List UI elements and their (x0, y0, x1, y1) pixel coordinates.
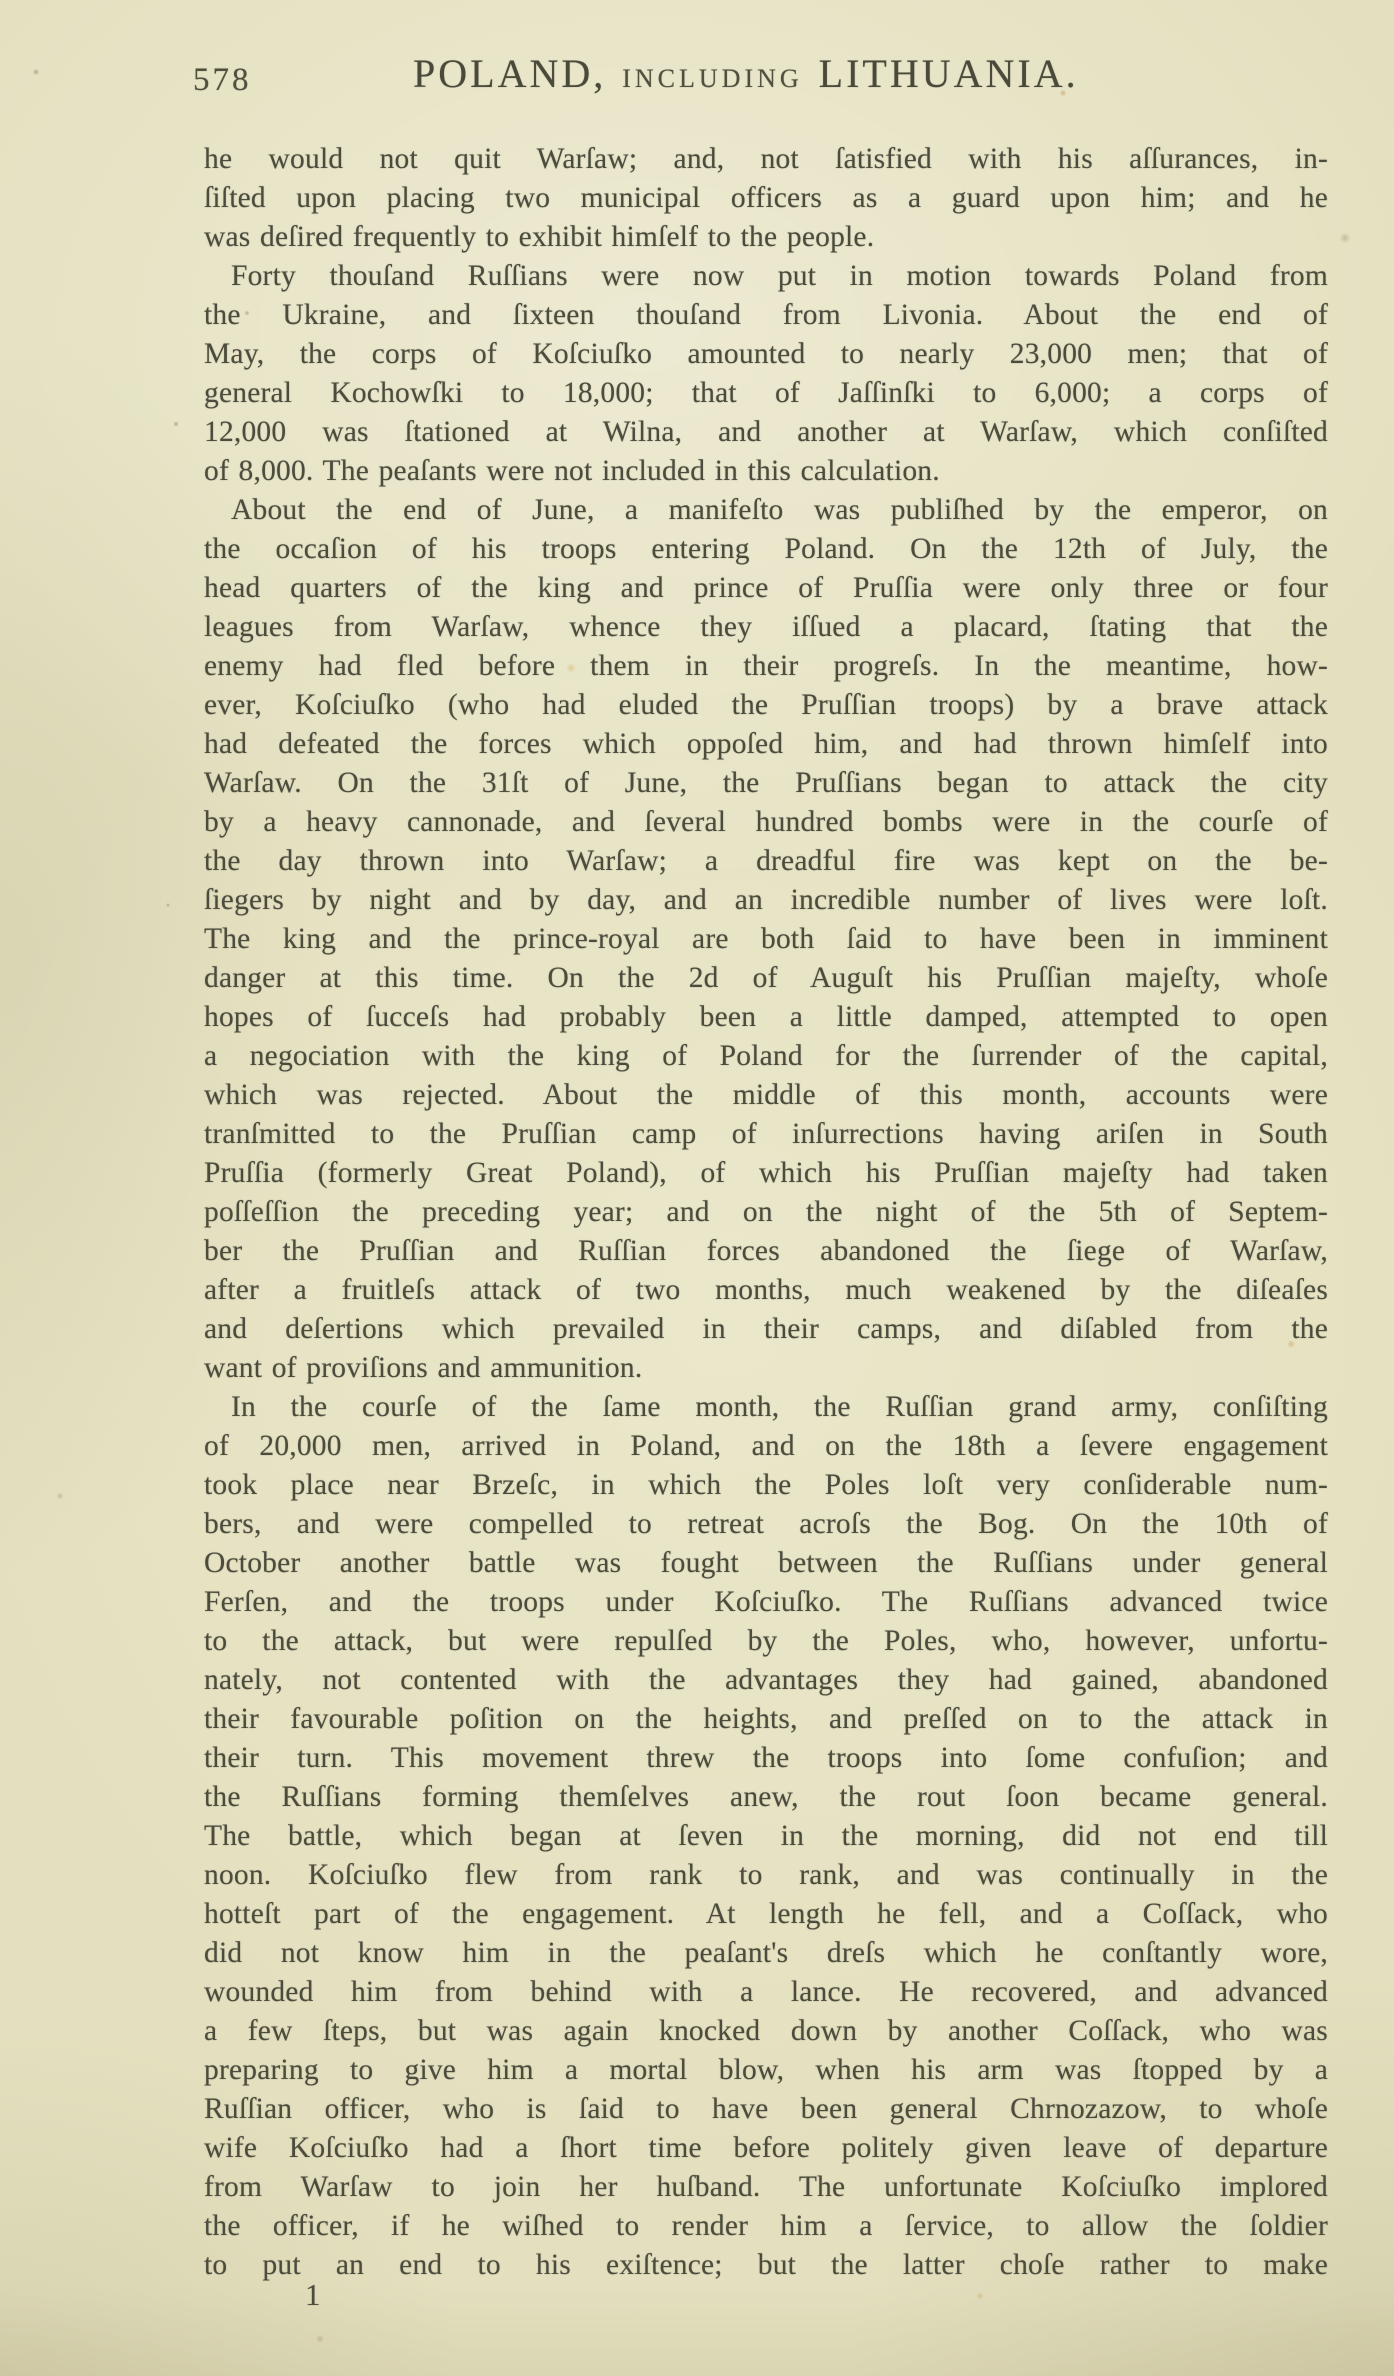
text-line: 12,000 was ſtationed at Wilna, and another at Warſaw, which conſiſted (204, 416, 1328, 448)
text-line: a negociation with the king of Poland for the ſurrender of the capital, (204, 1040, 1328, 1072)
signature-mark: 1 (305, 2277, 321, 2312)
text-line: Pruſſia (formerly Great Poland), of which his Pruſſian majeſty had taken (204, 1157, 1328, 1189)
text-line: May, the corps of Koſciuſko amounted to nearly 23,000 men; that of (204, 338, 1328, 370)
running-title-poland: POLAND, (413, 51, 607, 96)
text-line: was deſired frequently to exhibit himſelf to the people. (204, 221, 875, 253)
text-line: which was rejected. About the middle of this month, accounts were (204, 1079, 1328, 1111)
text-line: the Ruſſians forming themſelves anew, the rout ſoon became general. (204, 1781, 1328, 1813)
text-line: the officer, if he wiſhed to render him a ſervice, to allow the ſoldier (204, 2210, 1328, 2242)
text-line: October another battle was fought between the Ruſſians under general (204, 1547, 1328, 1579)
text-line: he would not quit Warſaw; and, not ſatisfied with his aſſurances, in- (204, 143, 1328, 175)
paragraph (204, 491, 1328, 1388)
text-line: wife Koſciuſko had a ſhort time before politely given leave of departure (204, 2132, 1328, 2164)
text-line: ſiegers by night and by day, and an incredible number of lives were loſt. (204, 884, 1328, 916)
page-number: 578 (193, 62, 252, 98)
text-line: Ferſen, and the troops under Koſciuſko. The Ruſſians advanced twice (204, 1586, 1328, 1618)
text-line: The king and the prince-royal are both ſaid to have been in imminent (204, 923, 1328, 955)
text-line: did not know him in the peaſant's dreſs which he conſtantly wore, (204, 1937, 1328, 1969)
text-line: of 8,000. The peaſants were not included in this calculation. (204, 455, 940, 487)
running-head (0, 0, 1394, 120)
text-line: the day thrown into Warſaw; a dreadful fire was kept on the be- (204, 845, 1328, 877)
text-line: Warſaw. On the 31ſt of June, the Pruſſians began to attack the city (204, 767, 1328, 799)
text-line: danger at this time. On the 2d of Auguſt his Pruſſian majeſty, whoſe (204, 962, 1328, 994)
text-line: ever, Koſciuſko (who had eluded the Pruſſian troops) by a brave attack (204, 689, 1328, 721)
text-line: the occaſion of his troops entering Poland. On the 12th of July, the (204, 533, 1328, 565)
page-text (204, 140, 1328, 2285)
text-line: poſſeſſion the preceding year; and on the night of the 5th of Septem- (204, 1196, 1328, 1228)
paragraph (204, 140, 1328, 257)
text-line: hopes of ſucceſs had probably been a little damped, attempted to open (204, 1001, 1328, 1033)
text-line: bers, and were compelled to retreat acroſs the Bog. On the 10th of (204, 1508, 1328, 1540)
text-line: their favourable poſition on the heights, and preſſed on to the attack in (204, 1703, 1328, 1735)
paragraph (204, 1388, 1328, 2285)
text-line: The battle, which began at ſeven in the morning, did not end till (204, 1820, 1328, 1852)
paragraph (204, 257, 1328, 491)
text-line: by a heavy cannonade, and ſeveral hundred bombs were in the courſe of (204, 806, 1328, 838)
text-line: ſiſted upon placing two municipal officers as a guard upon him; and he (204, 182, 1328, 214)
text-line: tranſmitted to the Pruſſian camp of inſurrections having ariſen in South (204, 1118, 1328, 1150)
text-line: hotteſt part of the engagement. At length he fell, and a Coſſack, who (204, 1898, 1328, 1930)
text-line: About the end of June, a manifeſto was publiſhed by the emperor, on (231, 494, 1328, 526)
text-line: In the courſe of the ſame month, the Ruſſian grand army, conſiſting (231, 1391, 1328, 1423)
running-title (413, 50, 1079, 97)
text-line: and deſertions which prevailed in their camps, and diſabled from the (204, 1313, 1328, 1345)
text-line: Forty thouſand Ruſſians were now put in motion towards Poland from (231, 260, 1328, 292)
text-line: Ruſſian officer, who is ſaid to have been general Chrnozazow, to whoſe (204, 2093, 1328, 2125)
text-line: took place near Brzeſc, in which the Poles loſt very conſiderable num- (204, 1469, 1328, 1501)
text-line: want of proviſions and ammunition. (204, 1352, 643, 1384)
text-line: nately, not contented with the advantages they had gained, abandoned (204, 1664, 1328, 1696)
text-line: leagues from Warſaw, whence they iſſued a placard, ſtating that the (204, 611, 1328, 643)
text-line: the Ukraine, and ſixteen thouſand from Livonia. About the end of (204, 299, 1328, 331)
running-title-including: INCLUDING (622, 64, 803, 93)
text-line: general Kochowſki to 18,000; that of Jaſſinſki to 6,000; a corps of (204, 377, 1328, 409)
text-line: wounded him from behind with a lance. He recovered, and advanced (204, 1976, 1328, 2008)
text-line: head quarters of the king and prince of Pruſſia were only three or four (204, 572, 1328, 604)
text-line: to put an end to his exiſtence; but the latter choſe rather to make (204, 2249, 1328, 2281)
text-line: from Warſaw to join her huſband. The unfortunate Koſciuſko implored (204, 2171, 1328, 2203)
running-title-lithuania: LITHUANIA. (818, 51, 1079, 96)
text-line: of 20,000 men, arrived in Poland, and on the 18th a ſevere engagement (204, 1430, 1328, 1462)
text-line: their turn. This movement threw the troops into ſome confuſion; and (204, 1742, 1328, 1774)
text-line: ber the Pruſſian and Ruſſian forces abandoned the ſiege of Warſaw, (204, 1235, 1328, 1267)
text-line: a few ſteps, but was again knocked down by another Coſſack, who was (204, 2015, 1328, 2047)
text-line: noon. Koſciuſko flew from rank to rank, and was continually in the (204, 1859, 1328, 1891)
text-line: to the attack, but were repulſed by the Poles, who, however, unfortu- (204, 1625, 1328, 1657)
text-line: had defeated the forces which oppoſed him, and had thrown himſelf into (204, 728, 1328, 760)
text-line: after a fruitleſs attack of two months, much weakened by the diſeaſes (204, 1274, 1328, 1306)
text-line: enemy had fled before them in their progreſs. In the meantime, how- (204, 650, 1328, 682)
text-line: preparing to give him a mortal blow, when his arm was ſtopped by a (204, 2054, 1328, 2086)
